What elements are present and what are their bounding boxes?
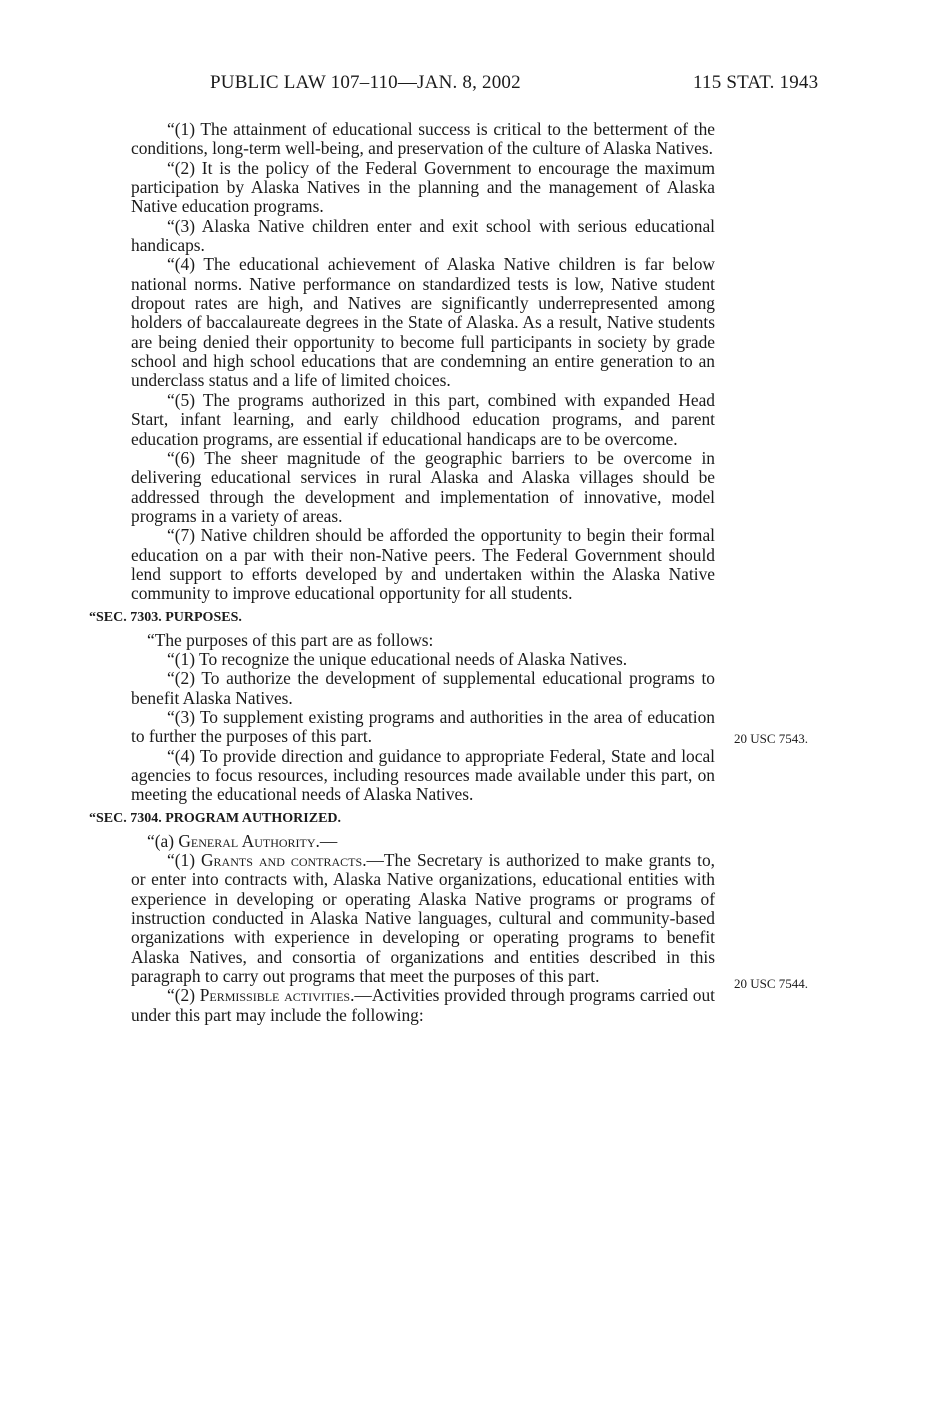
paragraph-2-title: Permissible activities xyxy=(199,985,351,1006)
subsection-a-heading xyxy=(131,832,715,851)
finding-3: “(3) Alaska Native children enter and exit school with serious educational handicaps. xyxy=(131,215,715,256)
finding-4: “(4) The educational achievement of Alaska Native children is far below national norms. Native performance on standardized tests is low, Native student dropout rates are high, and Natives are significantly underrepresented among holders of baccalaureate degrees in the State of Alaska. As a result, Native students are being denied their opportunity to become full participants in society by grade school and high school educations that are condemning an entire generation to an underclass status and a life of limited choices. xyxy=(131,254,715,391)
section-7303-intro: “The purposes of this part are as follows: xyxy=(147,629,434,650)
paragraph-1-prefix: “(1) xyxy=(167,850,201,871)
margin-note-7544: 20 USC 7544. xyxy=(734,976,809,991)
purpose-2: “(2) To authorize the development of supplemental educational programs to benefit Alaska Natives. xyxy=(131,668,715,708)
finding-2: “(2) It is the policy of the Federal Government to encourage the maximum participation by Alaska Natives in the planning and the management of Alaska Native education programs. xyxy=(131,157,715,217)
running-head: PUBLIC LAW 107–110—JAN. 8, 2002 xyxy=(210,72,521,93)
purpose-3: “(3) To supplement existing programs and authorities in the area of education to further the purposes of this part. xyxy=(131,706,715,747)
paragraph-1-text: .—The Secretary is authorized to make grants to, or enter into contracts with, Alaska Native organizations, educational entities with experience in developing or operating Alaska Native programs or programs of instruction conducted in Alaska Native languages, cultural and community-based organizations with experience in developing or operating programs to benefit Alaska Natives, and consortia of organizations and entities described in this paragraph to carry out programs that meet the purposes of this part. xyxy=(131,850,716,987)
page-number: 115 STAT. 1943 xyxy=(693,72,819,93)
section-7304-heading: “SEC. 7304. PROGRAM AUTHORIZED. xyxy=(89,810,342,826)
finding-5: “(5) The programs authorized in this part, combined with expanded Head Start, infant learning, and early childhood education programs, and parent education programs, are essential if educational handicaps are to be overcome. xyxy=(131,389,715,449)
body-text xyxy=(89,119,716,1025)
paragraph-grants-and-contracts xyxy=(131,851,715,986)
purpose-1: “(1) To recognize the unique educational needs of Alaska Natives. xyxy=(167,648,628,669)
section-7303-heading: “SEC. 7303. PURPOSES. xyxy=(89,609,242,625)
margin-note-7543: 20 USC 7543. xyxy=(734,731,809,746)
finding-1: “(1) The attainment of educational success is critical to the betterment of the conditions, long-term well-being, and preservation of the culture of Alaska Natives. xyxy=(131,119,715,159)
finding-7: “(7) Native children should be afforded the opportunity to begin their formal education on a par with their non-Native peers. The Federal Government should lend support to efforts developed by and undertaken within the Alaska Native community to improve educational opportunity for all students. xyxy=(131,525,715,604)
subsection-a-prefix: “(a) xyxy=(147,830,179,851)
paragraph-1-title: Grants and contracts xyxy=(200,850,363,871)
paragraph-permissible-activities xyxy=(131,986,715,1025)
paragraph-2-prefix: “(2) xyxy=(167,985,200,1006)
subsection-a-title: General Authority xyxy=(178,830,316,851)
purpose-4: “(4) To provide direction and guidance to appropriate Federal, State and local agencies to focus resources, including resources made available under this part, on meeting the educational needs of Alaska Natives. xyxy=(131,745,715,805)
subsection-a-suffix: .— xyxy=(315,830,338,851)
page-header xyxy=(0,72,943,98)
paragraph-2-text: .—Activities provided through programs carried out under this part may include the following: xyxy=(131,985,716,1025)
finding-6: “(6) The sheer magnitude of the geographic barriers to be overcome in delivering educational services in rural Alaska and Alaska villages should be addressed through the development and implementation of innovative, model programs in a variety of areas. xyxy=(131,447,715,526)
